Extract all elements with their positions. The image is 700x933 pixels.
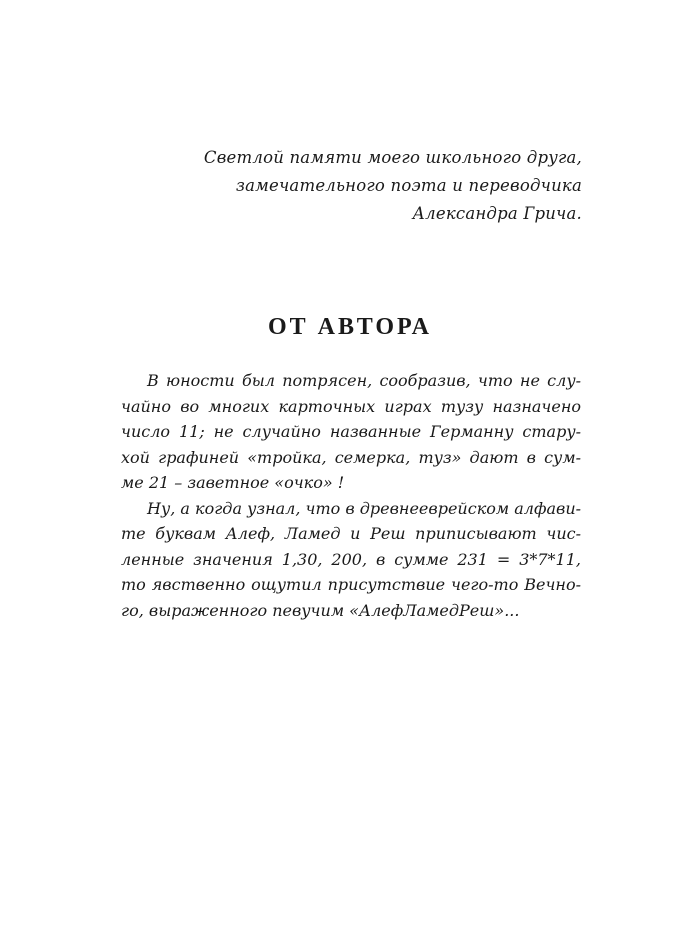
text-line: число 11; не случайно названные Германну стару-: [121, 422, 581, 441]
section-heading: ОТ АВТОРА: [268, 314, 432, 340]
text-line: чайно во многих карточных играх тузу назначено: [121, 396, 581, 416]
author-foreword: [121, 368, 581, 623]
paragraph: [121, 368, 581, 496]
dedication-line: Светлой памяти моего школьного друга,: [203, 148, 582, 167]
text-line: Ну, а когда узнал, что в древнееврейском алфави-: [147, 498, 582, 518]
text-line: В юности был потрясен, сообразив, что не слу-: [147, 371, 581, 390]
text-line: то явственно ощутил присутствие чего-то Вечно-: [121, 575, 581, 594]
dedication: [162, 144, 582, 228]
dedication-line: Александра Грича.: [412, 204, 582, 223]
text-line: ме 21 – заветное «очко» !: [121, 473, 345, 492]
dedication-line: замечательного поэта и переводчика: [235, 176, 582, 195]
text-line: хой графиней «тройка, семерка, туз» дают в сум-: [121, 447, 581, 467]
text-line: те буквам Алеф, Ламед и Реш приписывают чис-: [121, 524, 581, 543]
text-line: го, выраженного певучим «АлефЛамедРеш»...: [121, 600, 520, 620]
paragraph: [121, 496, 581, 624]
text-line: ленные значения 1,30, 200, в сумме 231 = 3*7*11,: [121, 549, 581, 569]
